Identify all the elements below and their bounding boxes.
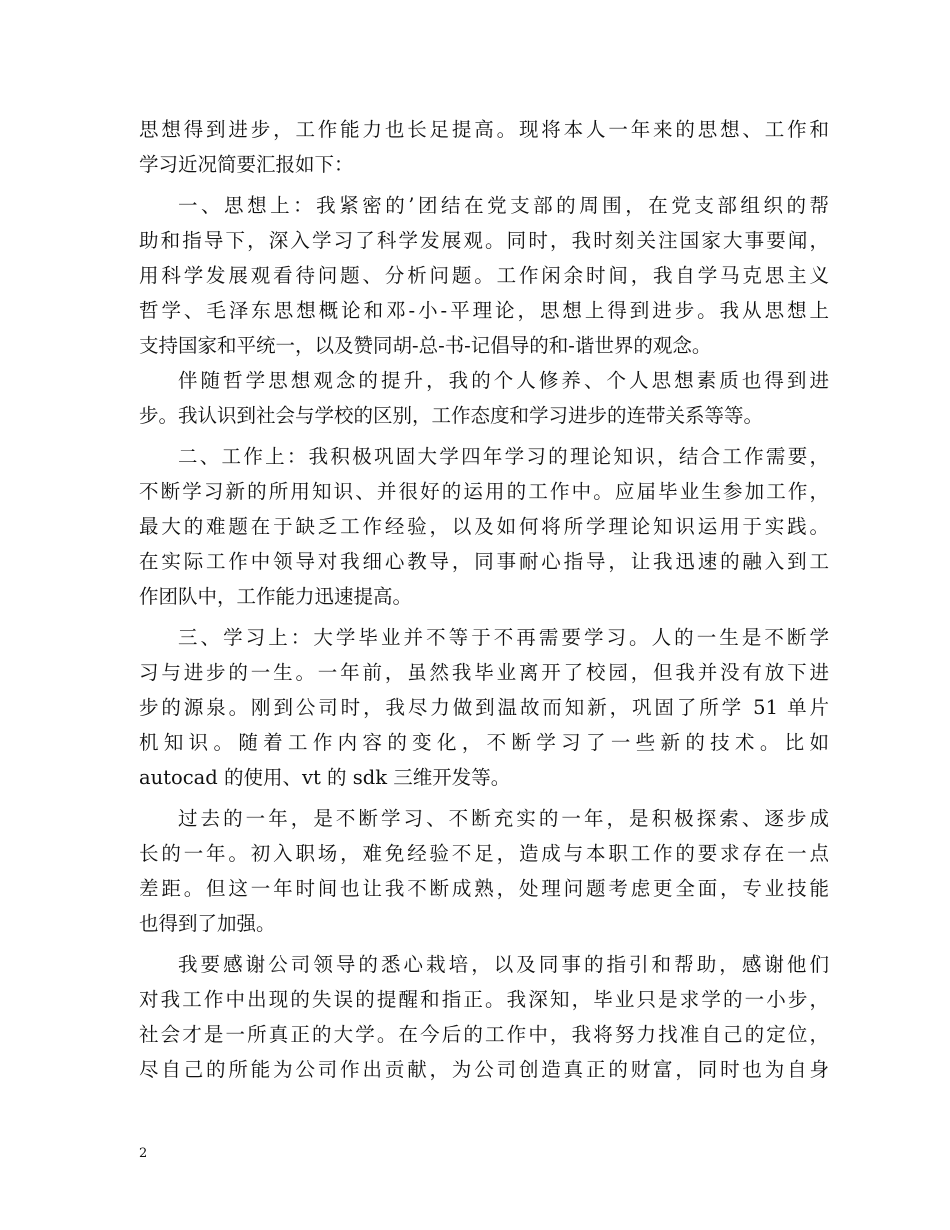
text-line: 二、工作上：我积极巩固大学四年学习的理论知识，结合工作需要， bbox=[178, 445, 829, 468]
text-line: 用科学发展观看待问题、分析问题。工作闲余时间，我自学马克思主义 bbox=[139, 264, 829, 287]
text-line: 差距。但这一年时间也让我不断成熟，处理问题考虑更全面，专业技能 bbox=[139, 877, 829, 900]
text-line: 机知识。随着工作内容的变化，不断学习了一些新的技术。比如 bbox=[139, 731, 829, 754]
text-line: 不断学习新的所用知识、并很好的运用的工作中。应届毕业生参加工作， bbox=[139, 480, 829, 503]
paragraph bbox=[139, 620, 829, 795]
text-line: 步。我认识到社会与学校的区别，工作态度和学习进步的连带关系等等。 bbox=[139, 404, 764, 427]
text-line: 步的源泉。刚到公司时，我尽力做到温故而知新，巩固了所学 51 单片 bbox=[139, 696, 829, 719]
text-line: 最大的难题在于缺乏工作经验，以及如何将所学理论知识运用于实践。 bbox=[139, 515, 829, 538]
text-line: 过去的一年，是不断学习、不断充实的一年，是积极探索、逐步成 bbox=[178, 807, 829, 830]
paragraph bbox=[139, 188, 829, 363]
paragraph bbox=[139, 439, 829, 614]
text-line: 尽自己的所能为公司作出贡献，为公司创造真正的财富，同时也为自身 bbox=[139, 1058, 829, 1081]
text-line: 三、学习上：大学毕业并不等于不再需要学习。人的一生是不断学 bbox=[178, 626, 829, 649]
text-line: 助和指导下，深入学习了科学发展观。同时，我时刻关注国家大事要闻， bbox=[139, 229, 829, 252]
paragraph bbox=[139, 363, 829, 433]
paragraph bbox=[139, 947, 829, 1087]
text-line: 支持国家和平统一，以及赞同胡-总-书-记倡导的和-谐世界的观念。 bbox=[139, 334, 712, 357]
text-line: 伴随哲学思想观念的提升，我的个人修养、个人思想素质也得到进 bbox=[178, 369, 829, 392]
text-line: 也得到了加强。 bbox=[139, 912, 276, 935]
paragraph bbox=[139, 801, 829, 941]
paragraph bbox=[139, 112, 829, 182]
text-line: 作团队中，工作能力迅速提高。 bbox=[139, 585, 413, 608]
text-line: 思想得到进步，工作能力也长足提高。现将本人一年来的思想、工作和 bbox=[139, 118, 829, 141]
page-number: 2 bbox=[139, 1146, 148, 1161]
text-line: 哲学、毛泽东思想概论和邓-小-平理论，思想上得到进步。我从思想上 bbox=[139, 299, 829, 322]
text-line: 长的一年。初入职场，难免经验不足，造成与本职工作的要求存在一点 bbox=[139, 842, 829, 865]
text-line: 我要感谢公司领导的悉心栽培，以及同事的指引和帮助，感谢他们 bbox=[178, 953, 829, 976]
text-line: 学习近况简要汇报如下： bbox=[139, 153, 354, 176]
text-line: 社会才是一所真正的大学。在今后的工作中，我将努力找准自己的定位， bbox=[139, 1023, 829, 1046]
document-body bbox=[139, 112, 829, 1087]
text-line: 在实际工作中领导对我细心教导，同事耐心指导，让我迅速的融入到工 bbox=[139, 550, 829, 573]
text-line: 对我工作中出现的失误的提醒和指正。我深知，毕业只是求学的一小步， bbox=[139, 988, 829, 1011]
text-line: 习与进步的一生。一年前，虽然我毕业离开了校园，但我并没有放下进 bbox=[139, 661, 829, 684]
text-line: 一、思想上：我紧密的’团结在党支部的周围，在党支部组织的帮 bbox=[178, 194, 829, 217]
text-line: autocad 的使用、vt 的 sdk 三维开发等。 bbox=[139, 766, 511, 789]
